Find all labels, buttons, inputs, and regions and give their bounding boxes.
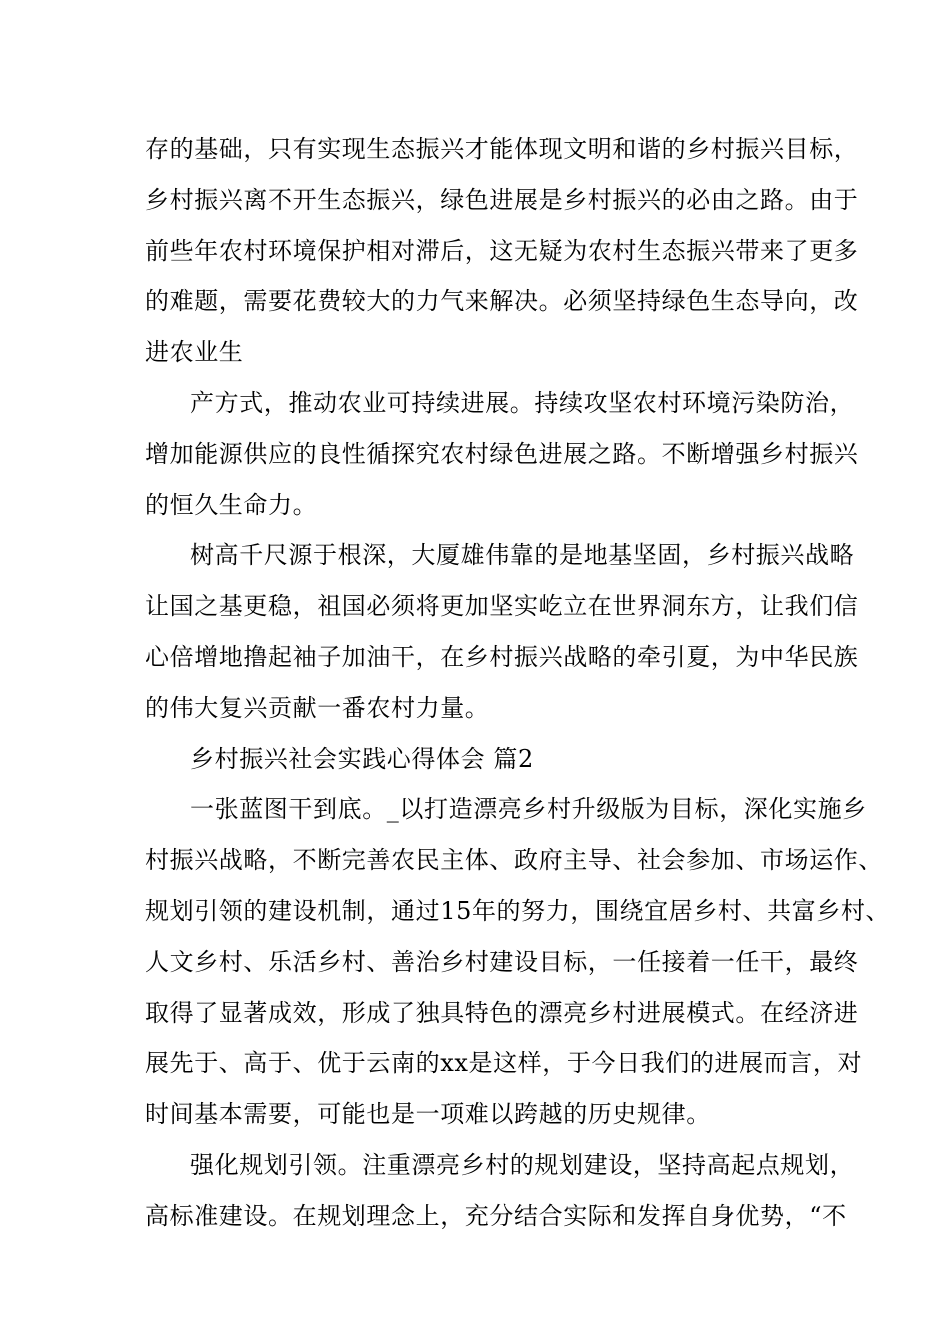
text-line: 产方式，推动农业可持续进展。持续攻坚农村环境污染防治， (190, 388, 855, 417)
text-line: 增加能源供应的良性循探究农村绿色进展之路。不断增强乡村振兴 (145, 439, 859, 468)
text-line: 高标准建设。在规划理念上，充分结合实际和发挥自身优势，“不 (145, 1201, 847, 1230)
text-line: 取得了显著成效，形成了独具特色的漂亮乡村进展模式。在经济进 (145, 998, 859, 1027)
text-line: 的难题，需要花费较大的力气来解决。必须坚持绿色生态导向，改 (145, 287, 859, 316)
section-heading: 乡村振兴社会实践心得体会 篇2 (190, 744, 534, 773)
text-line: 村振兴战略，不断完善农民主体、政府主导、社会参加、市场运作、 (145, 846, 883, 875)
text-line: 人文乡村、乐活乡村、善治乡村建设目标，一任接着一任干，最终 (145, 947, 859, 976)
text-line: 的伟大复兴贡献一番农村力量。 (145, 693, 490, 722)
text-line: 心倍增地撸起袖子加油干，在乡村振兴战略的牵引夏，为中华民族 (145, 642, 859, 671)
text-line: 让国之基更稳，祖国必须将更加坚实屹立在世界洞东方，让我们信 (145, 592, 859, 621)
text-line: 树高千尺源于根深，大厦雄伟靠的是地基坚固，乡村振兴战略 (190, 541, 855, 570)
text-line: 乡村振兴离不开生态振兴，绿色进展是乡村振兴的必由之路。由于 (145, 185, 859, 214)
text-line: 一张蓝图干到底。_以打造漂亮乡村升级版为目标，深化实施乡 (190, 795, 867, 824)
text-line: 前些年农村环境保护相对滞后，这无疑为农村生态振兴带来了更多 (145, 236, 859, 265)
text-line: 的恒久生命力。 (145, 490, 318, 519)
text-line: 进农业生 (145, 338, 244, 367)
text-line: 时间基本需要，可能也是一项难以跨越的历史规律。 (145, 1100, 711, 1129)
body-text (145, 124, 891, 1242)
text-line: 强化规划引领。注重漂亮乡村的规划建设，坚持高起点规划， (190, 1150, 855, 1179)
text-line: 展先于、高于、优于云南的xx是这样，于今日我们的进展而言，对 (145, 1049, 863, 1078)
text-line: 规划引领的建设机制，通过15年的努力，围绕宜居乡村、共富乡村、 (145, 896, 891, 925)
text-line: 存的基础，只有实现生态振兴才能体现文明和谐的乡村振兴目标， (145, 135, 859, 163)
